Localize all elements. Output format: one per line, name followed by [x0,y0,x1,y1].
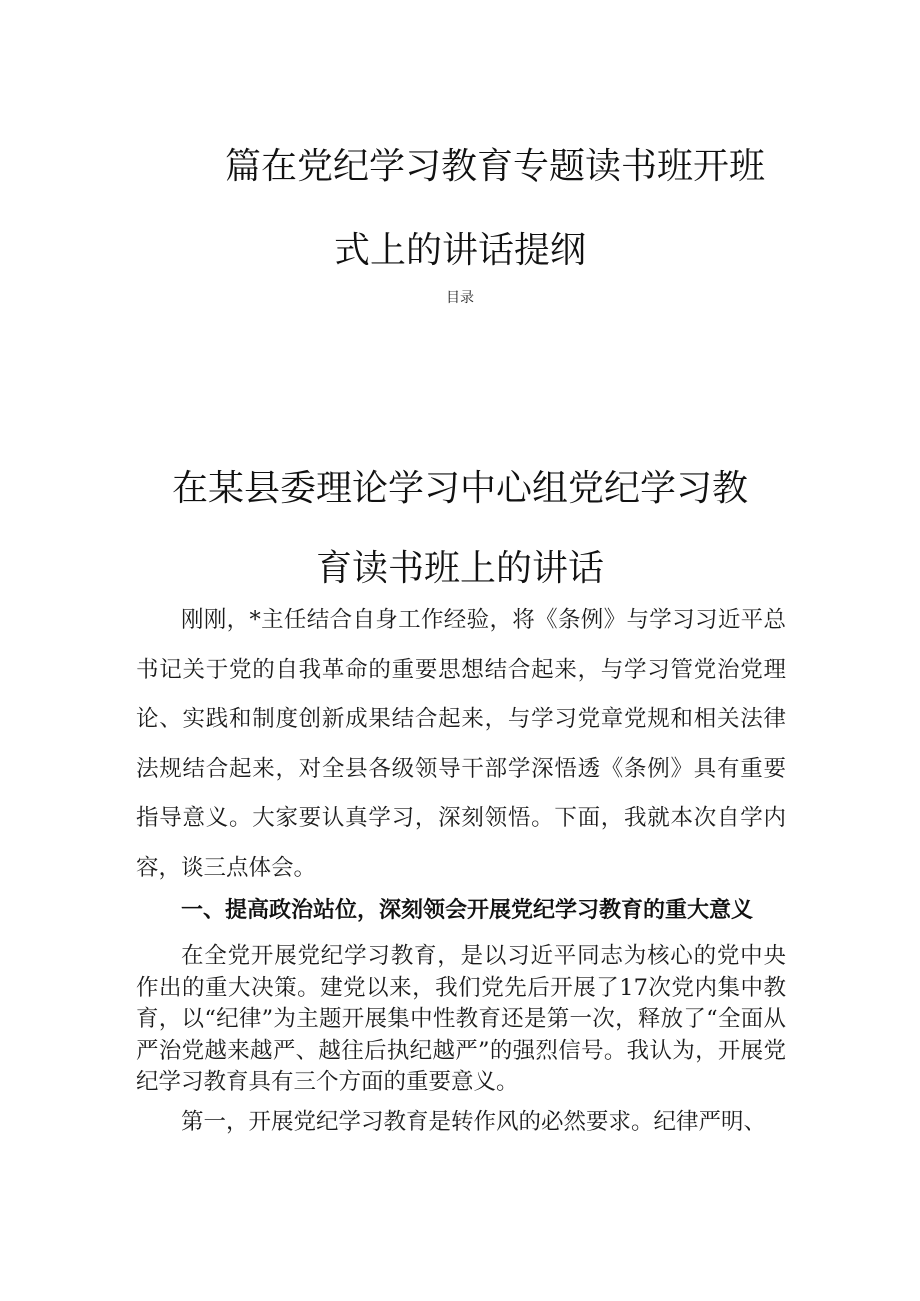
section-title-line-1: 在某县委理论学习中心组党纪学习教 [171,468,748,509]
body-paragraph-1: 刚刚，*主任结合自身工作经验，将《条例》与学习习近平总书记关于党的自我革命的重要思想结合起来，与学习管党治党理论、实践和制度创新成果结合起来，与学习党章党规和相关法律法规结合起来，对全县各级领导干部学深悟透《条例》具有重要指导意义。大家要认真学习，深刻领悟。下面，我就本次自学内容，谈三点体会。 [136,607,786,881]
table-of-contents-label: 目录 [446,290,474,306]
body-paragraph-3: 第一，开展党纪学习教育是转作风的必然要求。纪律严明、 [181,1109,767,1135]
body-paragraph-2: 在全党开展党纪学习教育，是以习近平同志为核心的党中央作出的重大决策。建党以来，我们党先后开展了17次党内集中教育，以“纪律”为主题开展集中性教育还是第一次，释放了“全面从严治党越来越严、越往后执纪越严”的强烈信号。我认为，开展党纪学习教育具有三个方面的重要意义。 [136,943,786,1095]
document-title-line-1: 篇在党纪学习教育专题读书班开班 [224,146,765,187]
body-heading-1: 一、提高政治站位，深刻领会开展党纪学习教育的重大意义 [181,898,754,923]
document-title-line-2: 式上的讲话提纲 [333,230,586,271]
section-title-line-2: 育读书班上的讲话 [315,548,604,589]
